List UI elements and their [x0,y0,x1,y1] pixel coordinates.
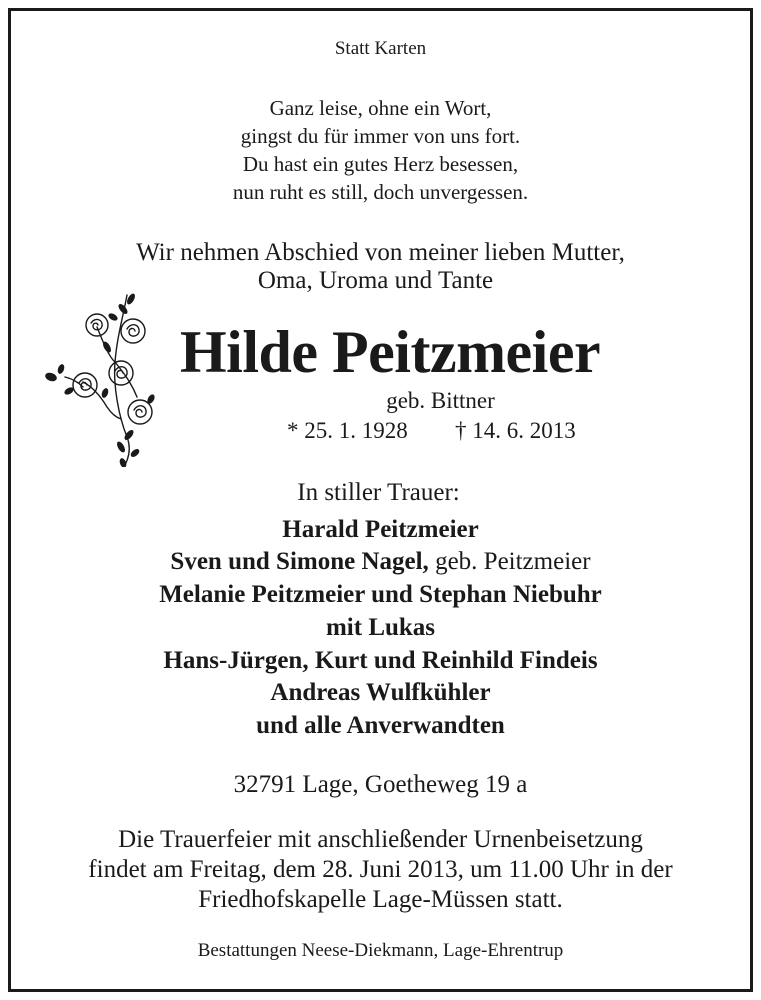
intro-line-1: Wir nehmen Abschied von meiner lieben Mutter, [136,239,625,266]
birth-date: * 25. 1. 1928 [287,418,408,443]
mourner-line-5: Hans-Jürgen, Kurt und Reinhild Findeis [163,647,598,674]
birth-name: geb. Bittner [386,388,495,413]
mourner-line-3: Melanie Peitzmeier und Stephan Niebuhr [159,581,602,608]
poem-line-4: nun ruht es still, doch unvergessen. [232,180,529,204]
mourner-line-1: Harald Peitzmeier [282,516,479,543]
death-date: † 14. 6. 2013 [455,418,576,443]
poem-line-2: gingst du für immer von uns fort. [240,124,521,148]
statt-karten: Statt Karten [334,38,427,59]
roses-icon [45,287,155,467]
mourner-line-6: Andreas Wulfkühler [270,679,491,706]
poem-line-1: Ganz leise, ohne ein Wort, [269,96,492,120]
footer-undertaker: Bestattungen Neese-Diekmann, Lage-Ehrentrup [197,940,564,961]
address: 32791 Lage, Goetheweg 19 a [233,771,528,798]
intro-line-2: Oma, Uroma und Tante [257,267,494,294]
mourning-heading: In stiller Trauer: [297,479,460,506]
deceased-name: Hilde Peitzmeier [180,319,601,385]
service-line-3: Friedhofskapelle Lage-Müssen statt. [198,886,563,913]
poem-line-3: Du hast ein gutes Herz besessen, [242,152,519,176]
service-line-2: findet am Freitag, dem 28. Juni 2013, um 11.00 Uhr in der [88,856,673,883]
service-line-1: Die Trauerfeier mit anschließender Urnenbeisetzung [118,826,643,853]
mourner-line-2: Sven und Simone Nagel, geb. Peitzmeier [170,548,591,575]
mourner-line-4: mit Lukas [325,614,436,641]
mourner-line-7: und alle Anverwandten [256,712,505,739]
